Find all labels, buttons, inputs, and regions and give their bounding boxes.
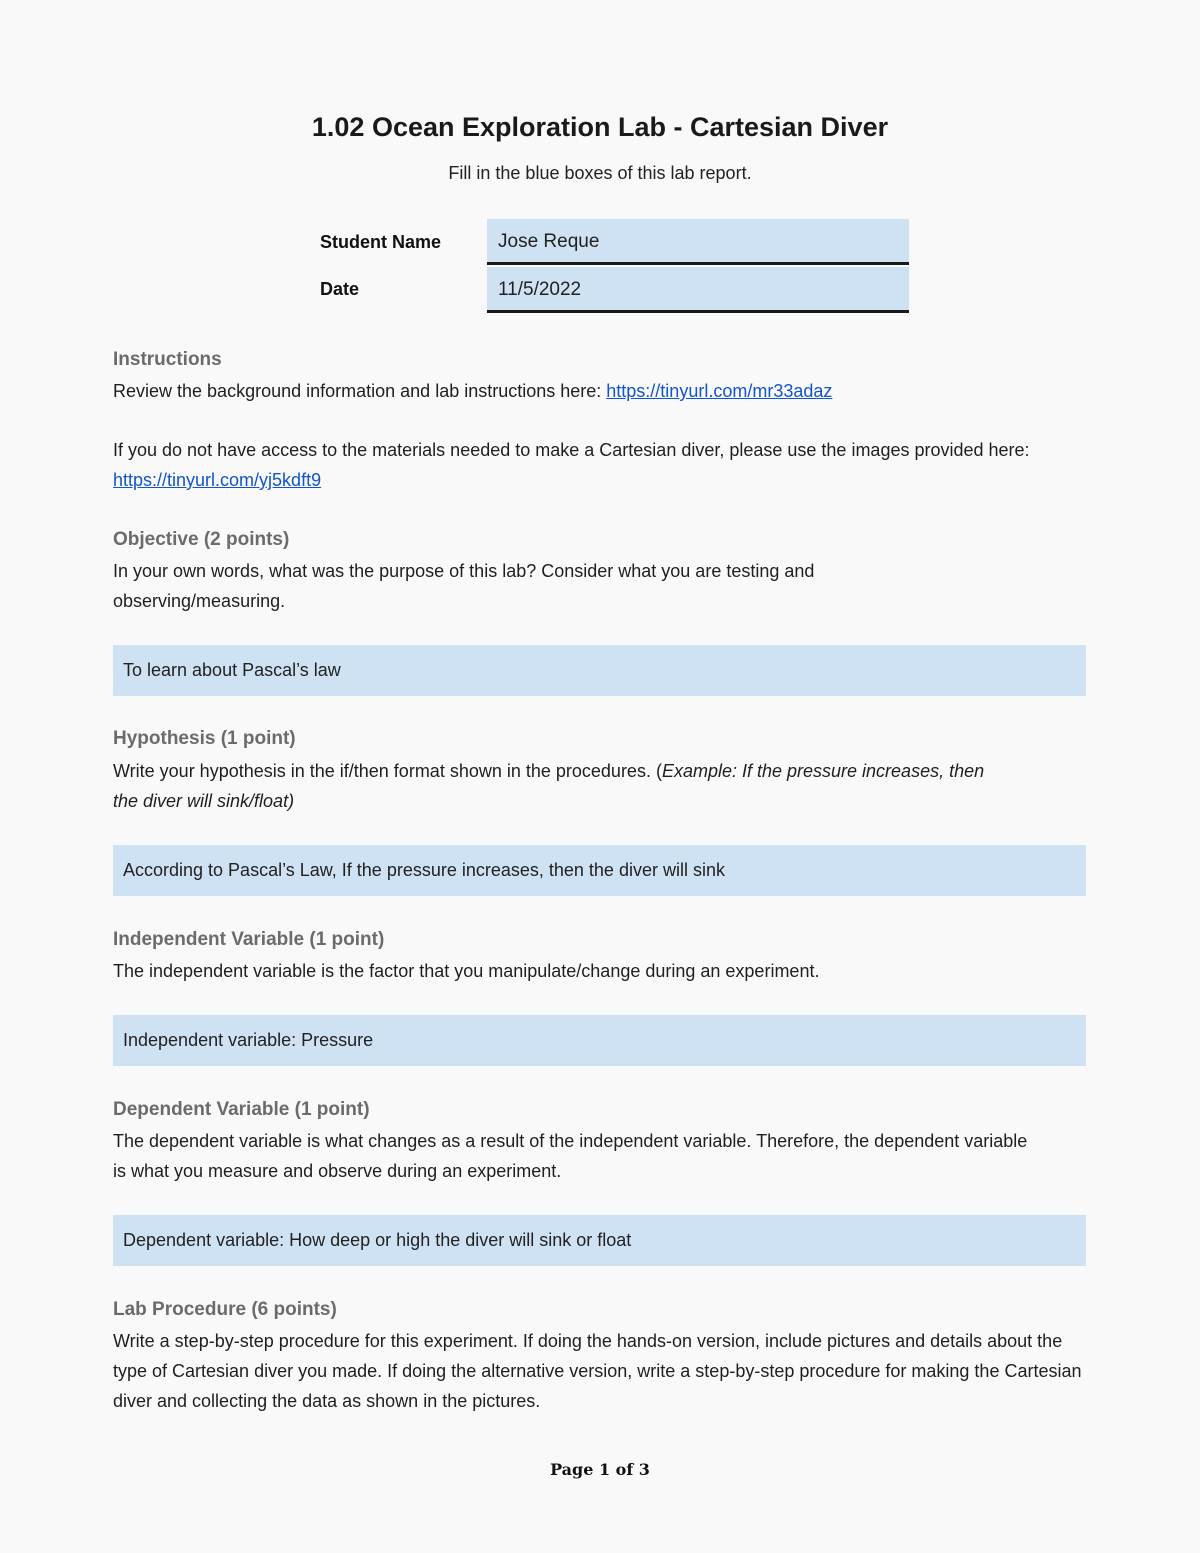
hypothesis-prompt-text: Write your hypothesis in the if/then format shown in the procedures. ( xyxy=(113,761,662,781)
date-field[interactable]: 11/5/2022 xyxy=(487,267,909,313)
hypothesis-prompt xyxy=(113,756,1013,816)
instructions-link-2[interactable]: https://tinyurl.com/yj5kdft9 xyxy=(113,470,322,490)
dependent-variable-heading: Dependent Variable (1 point) xyxy=(113,1099,370,1120)
date-label: Date xyxy=(320,279,360,299)
student-name-label: Student Name xyxy=(320,232,442,252)
dependent-variable-prompt: The dependent variable is what changes as a result of the independent variable. Therefore, the dependent variable is what you measure and observe during an experiment. xyxy=(113,1131,1028,1181)
instructions-line-2-text: If you do not have access to the materials needed to make a Cartesian diver, please use the images provided here: xyxy=(113,440,1030,460)
instructions-line-2 xyxy=(113,435,1093,495)
objective-prompt: In your own words, what was the purpose of this lab? Consider what you are testing and observing/measuring. xyxy=(113,561,815,611)
objective-heading: Objective (2 points) xyxy=(113,529,290,550)
instructions-line-1-text: Review the background information and lab instructions here: xyxy=(113,381,607,401)
instructions-link-1[interactable]: https://tinyurl.com/mr33adaz xyxy=(606,381,833,401)
instructions-heading: Instructions xyxy=(113,349,222,370)
document-subtitle: Fill in the blue boxes of this lab report. xyxy=(448,163,752,183)
student-name-field[interactable]: Jose Reque xyxy=(487,219,909,265)
dependent-variable-answer-box[interactable]: Dependent variable: How deep or high the diver will sink or float xyxy=(113,1215,1086,1266)
independent-variable-heading: Independent Variable (1 point) xyxy=(113,929,385,950)
lab-procedure-heading: Lab Procedure (6 points) xyxy=(113,1299,337,1320)
page-number: Page 1 of 3 xyxy=(550,1460,650,1479)
document-title: 1.02 Ocean Exploration Lab - Cartesian Diver xyxy=(311,112,889,142)
instructions-line-1 xyxy=(113,376,1093,406)
independent-variable-prompt: The independent variable is the factor that you manipulate/change during an experiment. xyxy=(113,961,820,981)
hypothesis-heading: Hypothesis (1 point) xyxy=(113,728,296,749)
lab-procedure-prompt: Write a step-by-step procedure for this experiment. If doing the hands-on version, include pictures and details about the type of Cartesian diver you made. If doing the alternative version, write a step-by-step procedure for making the Cartesian diver and collecting the data as shown in the pictures. xyxy=(113,1331,1082,1411)
hypothesis-prompt-example: Example: If the pressure increases, then the diver will sink/float) xyxy=(113,761,985,811)
independent-variable-answer-box[interactable]: Independent variable: Pressure xyxy=(113,1015,1086,1066)
hypothesis-answer-box[interactable]: According to Pascal’s Law, If the pressure increases, then the diver will sink xyxy=(113,845,1086,896)
objective-answer-box[interactable]: To learn about Pascal’s law xyxy=(113,645,1086,696)
